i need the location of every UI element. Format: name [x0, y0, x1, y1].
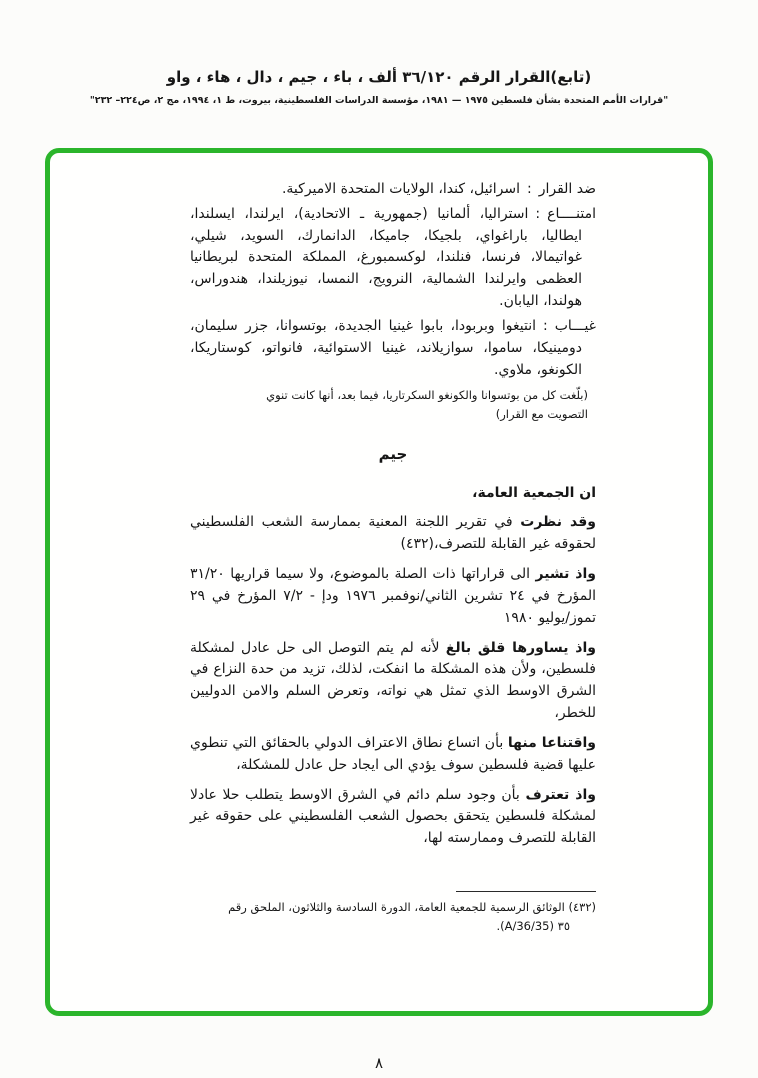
vote-absent-label: غيـــاب: [554, 317, 596, 334]
section-heading-jeem: جيم: [378, 445, 408, 464]
page-header: [0, 68, 758, 106]
vote-against-row: [190, 179, 596, 201]
vote-abstain-label: امتنــــاع: [547, 205, 596, 222]
secretariat-note: (بلّغت كل من بوتسوانا والكونغو السكرتاريا، فيما بعد، أنها كانت تنوي التصويت مع القرار): [266, 388, 588, 421]
colon-separator: :: [535, 205, 541, 222]
paragraph-text: في تقرير اللجنة المعنية بممارسة الشعب الفلسطيني لحقوقه غير القابلة للتصرف،(٤٣٢): [190, 514, 596, 553]
source-citation: "قرارات الأمم المتحدة بشأن فلسطين ١٩٧٥ — ١٩٨١، مؤسسة الدراسات الفلسطينية، بيروت، ط ١، ١٩٩٤، مج ٢، ص٢٢٤– ٢٣٢": [89, 95, 669, 106]
vote-absent-row: [190, 316, 596, 381]
paragraph-recognizing: [190, 785, 596, 850]
footnote-section: [190, 891, 596, 937]
paragraph-text: بأن اتساع نطاق الاعتراف الدولي بالحقائق التي تنطوي عليها قضية فلسطين سوف يؤدي الى ايجاد حل عادل للمشكلة،: [190, 734, 596, 773]
vote-abstain-countries: استراليا، ألمانيا (جمهورية ـ الاتحادية)، ايرلندا، ايسلندا، ايطاليا، باراغواي، بلجيكا، جاميكا، الدانمارك، السويد، شيلي، غواتيمالا، فرنسا، فنلندا، لوكسمبورغ، المملكة المتحدة لبريطانيا العظمى وايرلندا الشمالية، النرويج، النمسا، نيوزيلندا، هندوراس، هولندا، اليابان.: [190, 205, 582, 310]
footnote-text-line2: ٣٥ (A/36/35).: [496, 919, 570, 934]
footnote-divider: [456, 891, 596, 892]
vote-against-label: ضد القرار: [538, 181, 596, 197]
paragraph-text: بأن وجود سلم دائم في الشرق الاوسط يتطلب حلا عادلا لمشكلة فلسطين يتحقق بحصول الشعب الفلسطيني على حقوقه غير القابلة للتصرف وممارسته لها،: [190, 786, 596, 847]
vote-absent-countries: انتيغوا وبربودا، بابوا غينيا الجديدة، بوتسوانا، جزر سليمان، دومينيكا، ساموا، سوازيلاند، غينيا الاستوائية، فانواتو، كوستاريكا، الكونغو، ملاوي.: [190, 317, 582, 378]
document-body: [190, 179, 596, 858]
green-frame: [45, 148, 713, 1016]
colon-separator: :: [526, 181, 532, 197]
paragraph-lead: واذ تعترف: [525, 786, 596, 803]
resolution-title: (تابع)القرار الرقم ٣٦/١٢٠ ألف ، باء ، جيم ، دال ، هاء ، واو: [166, 68, 592, 86]
paragraph-lead: واذ تشير: [535, 566, 596, 583]
paragraph-convinced: [190, 733, 596, 777]
vote-against-countries: اسرائيل، كندا، الولايات المتحدة الاميركية.: [281, 181, 520, 197]
paragraph-text: لأنه لم يتم التوصل الى حل عادل لمشكلة فلسطين، ولأن هذه المشكلة ما انفكت، لذلك، تزيد من حدة النزاع في الشرق الاوسط الذي تمثل هي نواته، وتعرض السلم والامن الدوليين للخطر،: [190, 639, 596, 722]
page-number: ٨: [374, 1054, 384, 1072]
vote-abstain-row: [190, 204, 596, 313]
paragraph-lead: وقد نظرت: [520, 514, 596, 531]
paragraph-deep-concern: [190, 638, 596, 725]
footnote-text-line1: (٤٣٢) الوثائق الرسمية للجمعية العامة، الدورة السادسة والثلاثون، الملحق رقم: [228, 899, 596, 914]
paragraph-lead: واذ يساورها قلق بالغ: [445, 639, 596, 656]
paragraph-preamble: [190, 483, 596, 505]
paragraph-text: الى قراراتها ذات الصلة بالموضوع، ولا سيما قراريها ٣١/٢٠ المؤرخ في ٢٤ تشرين الثاني/نوفمبر ١٩٧٦ ودإ - ٧/٢ المؤرخ في ٢٩ تموز/يوليو ١٩٨٠: [190, 566, 596, 626]
paragraph-lead: ان الجمعية العامة،: [472, 484, 596, 501]
paragraph-recalling-resolutions: [190, 564, 596, 629]
colon-separator: :: [542, 317, 548, 334]
paragraph-lead: واقتناعا منها: [507, 734, 596, 751]
paragraph-considered-report: [190, 512, 596, 556]
